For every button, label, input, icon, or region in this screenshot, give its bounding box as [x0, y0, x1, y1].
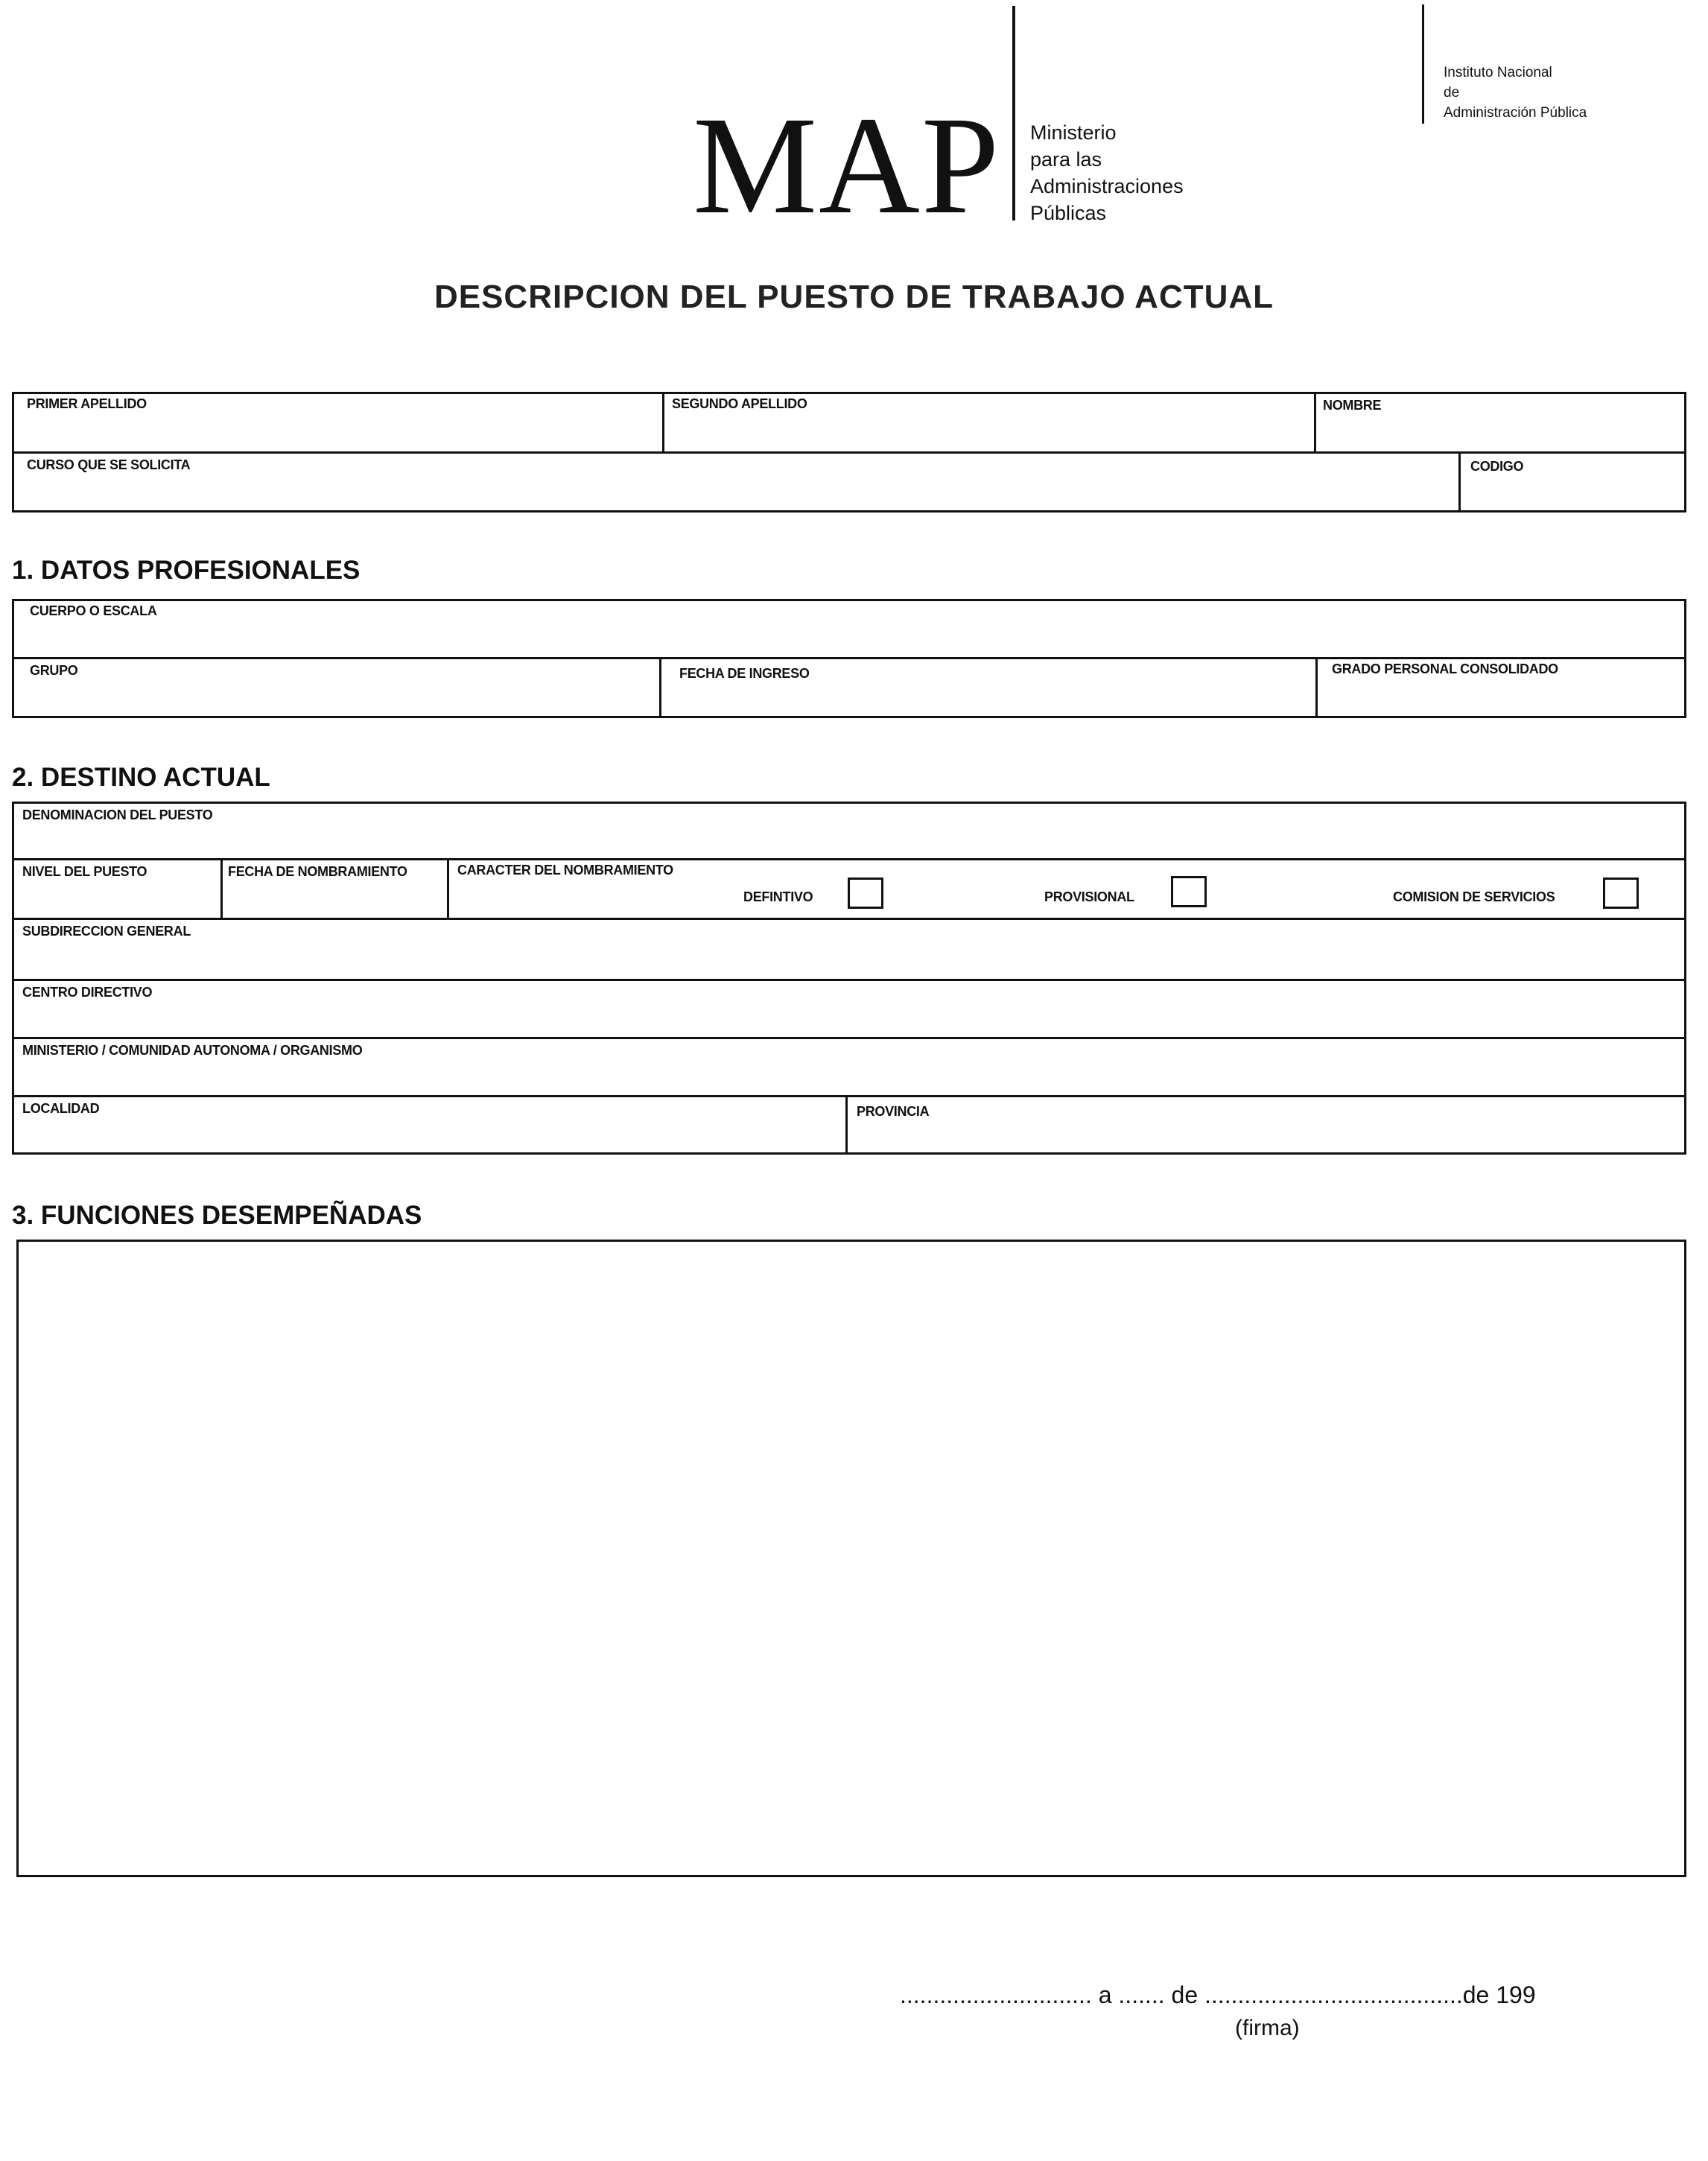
- institute-line: Instituto Nacional: [1444, 65, 1552, 80]
- row-divider: [12, 1037, 1686, 1039]
- ministry-line: para las: [1030, 148, 1102, 171]
- row-divider: [12, 979, 1686, 981]
- comision-servicios-checkbox[interactable]: [1603, 878, 1639, 909]
- row-divider: [12, 1095, 1686, 1097]
- cuerpo-escala-field[interactable]: CUERPO O ESCALA: [30, 603, 157, 618]
- row-divider: [12, 657, 1686, 659]
- provisional-checkbox[interactable]: [1171, 876, 1207, 907]
- institute-name: [1444, 63, 1587, 123]
- section-3-title: 3. FUNCIONES DESEMPEÑADAS: [12, 1201, 422, 1230]
- subdireccion-general-field[interactable]: SUBDIRECCION GENERAL: [22, 924, 191, 939]
- column-divider: [659, 657, 661, 718]
- comision-servicios-label: COMISION DE SERVICIOS: [1393, 889, 1555, 904]
- funciones-textarea[interactable]: [16, 1240, 1686, 1877]
- column-divider: [845, 1095, 848, 1155]
- provincia-field[interactable]: PROVINCIA: [857, 1104, 930, 1119]
- nivel-puesto-field[interactable]: NIVEL DEL PUESTO: [22, 864, 147, 879]
- map-logo: MAP: [693, 87, 1001, 243]
- grado-personal-field[interactable]: GRADO PERSONAL CONSOLIDADO: [1332, 661, 1558, 676]
- column-divider: [220, 858, 223, 919]
- denominacion-puesto-field[interactable]: DENOMINACION DEL PUESTO: [22, 807, 213, 822]
- ministry-line: Administraciones: [1030, 175, 1184, 197]
- document-title: DESCRIPCION DEL PUESTO DE TRABAJO ACTUAL: [434, 279, 1274, 315]
- definitivo-checkbox[interactable]: [848, 878, 883, 909]
- definitivo-label: DEFINTIVO: [743, 889, 813, 904]
- caracter-nombramiento-label: CARACTER DEL NOMBRAMIENTO: [457, 863, 673, 878]
- fecha-nombramiento-field[interactable]: FECHA DE NOMBRAMIENTO: [228, 864, 407, 879]
- column-divider: [662, 392, 664, 453]
- date-line[interactable]: ............................. a ....... de .......................................de 199: [900, 1981, 1536, 2008]
- fecha-ingreso-field[interactable]: FECHA DE INGRESO: [679, 666, 810, 681]
- destino-actual-box: [12, 802, 1686, 1155]
- row-divider: [12, 858, 1686, 860]
- row-divider: [12, 918, 1686, 920]
- ministerio-organismo-field[interactable]: MINISTERIO / COMUNIDAD AUTONOMA / ORGANISMO: [22, 1043, 363, 1058]
- primer-apellido-field[interactable]: PRIMER APELLIDO: [27, 396, 147, 411]
- curso-field[interactable]: CURSO QUE SE SOLICITA: [27, 457, 191, 472]
- ministry-line: Ministerio: [1030, 121, 1117, 144]
- row-divider: [12, 451, 1686, 454]
- signature-label: (firma): [1235, 2016, 1300, 2040]
- localidad-field[interactable]: LOCALIDAD: [22, 1101, 100, 1116]
- column-divider: [1458, 451, 1461, 513]
- provisional-label: PROVISIONAL: [1044, 889, 1134, 904]
- grupo-field[interactable]: GRUPO: [30, 663, 78, 678]
- column-divider: [1315, 657, 1318, 718]
- section-1-title: 1. DATOS PROFESIONALES: [12, 556, 361, 585]
- institute-divider-line: [1422, 4, 1424, 124]
- logo-divider-line: [1012, 6, 1015, 220]
- section-2-title: 2. DESTINO ACTUAL: [12, 763, 270, 792]
- segundo-apellido-field[interactable]: SEGUNDO APELLIDO: [672, 396, 807, 411]
- column-divider: [1314, 392, 1316, 453]
- centro-directivo-field[interactable]: CENTRO DIRECTIVO: [22, 985, 153, 1000]
- institute-line: de: [1444, 85, 1460, 101]
- ministry-name: [1030, 119, 1184, 226]
- codigo-field[interactable]: CODIGO: [1470, 459, 1524, 474]
- column-divider: [447, 858, 449, 919]
- nombre-field[interactable]: NOMBRE: [1323, 398, 1382, 413]
- institute-line: Administración Pública: [1444, 105, 1587, 121]
- ministry-line: Públicas: [1030, 202, 1107, 224]
